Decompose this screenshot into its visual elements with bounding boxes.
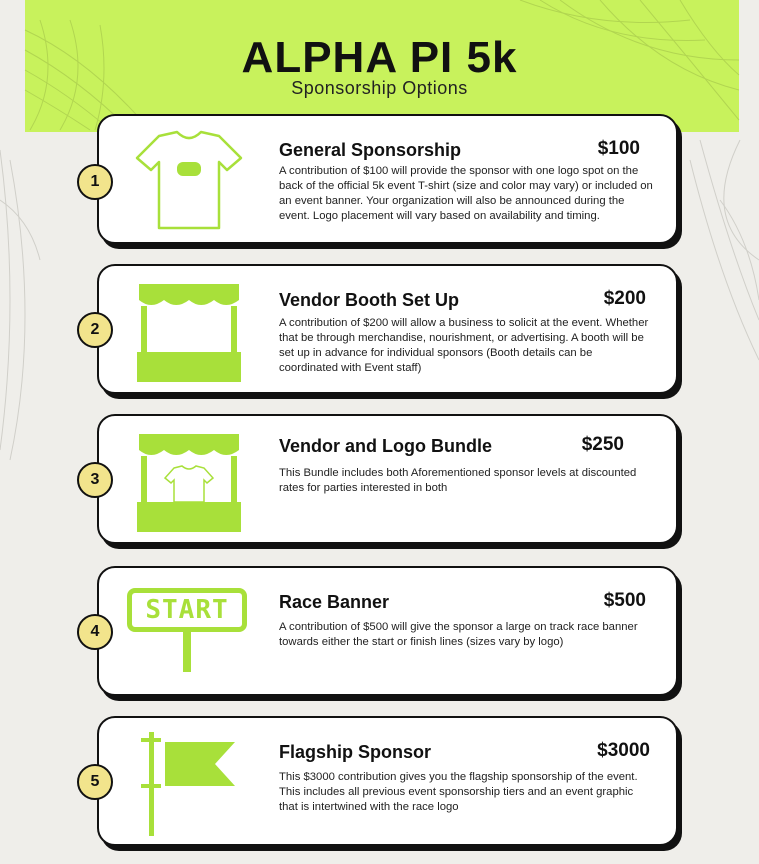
tier-title: Vendor and Logo Bundle <box>279 436 492 456</box>
tier-price: $200 <box>603 288 646 309</box>
tier-description: A contribution of $500 will give the sponsor a large on track race banner towards either the start or finish lines (sizes vary by logo) <box>279 621 638 648</box>
tier-price: $500 <box>603 590 646 611</box>
tier-price: $100 <box>597 138 640 159</box>
start-sign-text: START <box>145 595 229 625</box>
page-title: ALPHA PI 5k <box>241 33 518 82</box>
tier-number-badge: 1 <box>77 164 113 200</box>
tier-card-vendor-booth <box>97 264 678 394</box>
booth-icon <box>119 276 259 386</box>
flag-icon <box>119 728 259 838</box>
page-subtitle: Sponsorship Options <box>291 78 468 98</box>
tier-title: Race Banner <box>279 592 390 612</box>
tier-description: This $3000 contribution gives you the flagship sponsorship of the event. This includes all previous event sponsorship tiers and an event graphic that is intertwined with the race logo <box>279 771 638 813</box>
tier-card-bundle <box>97 414 678 544</box>
tier-description: This Bundle includes both Aforementioned sponsor levels at discounted rates for parties interested in both <box>279 467 637 494</box>
tier-number-badge: 3 <box>77 462 113 498</box>
tier-number-badge: 2 <box>77 312 113 348</box>
tier-number-badge: 4 <box>77 614 113 650</box>
booth-tshirt-icon <box>119 426 259 536</box>
tier-title: Vendor Booth Set Up <box>279 290 459 310</box>
tier-price: $250 <box>581 434 624 455</box>
tier-title: General Sponsorship <box>279 140 462 160</box>
tier-description: A contribution of $100 will provide the sponsor with one logo spot on the back of the official 5k event T-shirt (size and color may vary) or included on an event banner. Your organization will also be announced during the event. Logo placement will vary based on availability and timing. <box>279 165 653 222</box>
tier-card-general <box>97 114 678 244</box>
tshirt-icon <box>119 126 259 236</box>
start-sign-icon <box>119 578 259 688</box>
tier-description: A contribution of $200 will allow a business to solicit at the event. Whether that be through merchandise, nourishment, or advertising. A booth will be set up in advance for individual sponsors (Booth details can be coordinated with Event staff) <box>279 317 649 374</box>
tier-card-flagship <box>97 716 678 846</box>
tier-card-race-banner <box>97 566 678 696</box>
tier-price: $3000 <box>597 740 650 761</box>
tier-title: Flagship Sponsor <box>279 742 432 762</box>
tier-number-badge: 5 <box>77 764 113 800</box>
